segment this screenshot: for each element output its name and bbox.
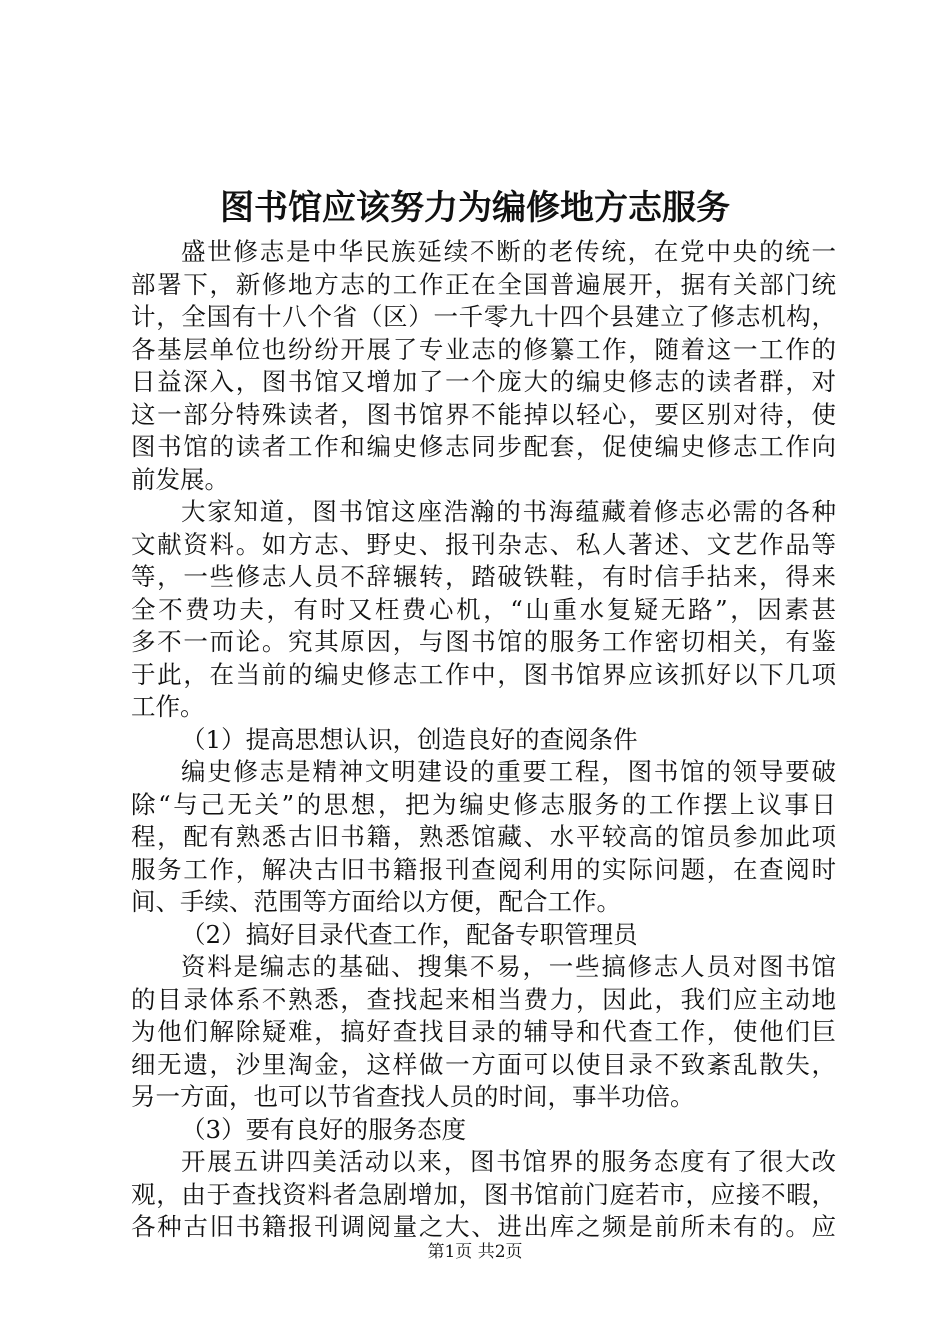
paragraph-line: 部署下，新修地方志的工作正在全国普遍展开，据有关部门统 <box>131 269 836 299</box>
paragraph-line: 服务工作，解决古旧书籍报刊查阅利用的实际问题，在查阅时 <box>131 854 836 884</box>
paragraph-line: 前发展。 <box>131 464 229 494</box>
paragraph-line: 细无遗，沙里淘金，这样做一方面可以使目录不致紊乱散失， <box>131 1049 836 1079</box>
paragraph-line: 另一方面，也可以节省查找人员的时间，事半功倍。 <box>131 1082 695 1111</box>
paragraph-line: 开展五讲四美活动以来，图书馆界的服务态度有了很大改 <box>181 1147 836 1176</box>
paragraph-line: 资料是编志的基础、搜集不易，一些搞修志人员对图书馆 <box>181 952 836 981</box>
paragraph-line: 这一部分特殊读者，图书馆界不能掉以轻心，要区别对待，使 <box>131 399 836 429</box>
paragraph-line: 文献资料。如方志、野史、报刊杂志、私人著述、文艺作品等 <box>131 529 836 559</box>
paragraph-line: 各基层单位也纷纷开展了专业志的修纂工作，随着这一工作的 <box>131 334 836 364</box>
paragraph-line: 各种古旧书籍报刊调阅量之大、进出库之频是前所未有的。应 <box>131 1212 836 1241</box>
paragraph-line: 日益深入，图书馆又增加了一个庞大的编史修志的读者群，对 <box>131 367 836 396</box>
paragraph-line: 大家知道，图书馆这座浩瀚的书海蕴藏着修志必需的各种 <box>181 497 836 526</box>
paragraph-line: 程，配有熟悉古旧书籍，熟悉馆藏、水平较高的馆员参加此项 <box>131 822 836 851</box>
paragraph-line: 编史修志是精神文明建设的重要工程，图书馆的领导要破 <box>181 757 836 786</box>
paragraph-line: 除“与己无关”的思想，把为编史修志服务的工作摆上议事日 <box>131 789 836 819</box>
paragraph-line: 工作。 <box>131 692 205 721</box>
document-body <box>131 236 836 1244</box>
section-heading: （1）提高思想认识，创造良好的查阅条件 <box>181 724 638 754</box>
paragraph-line: 全不费功夫，有时又枉费心机，“山重水复疑无路”，因素甚 <box>131 594 836 624</box>
paragraph-line: 为他们解除疑难，搞好查找目录的辅导和代查工作，使他们巨 <box>131 1017 836 1046</box>
paragraph-line: 盛世修志是中华民族延续不断的老传统，在党中央的统一 <box>181 237 836 266</box>
page-footer: 第1页 共2页 <box>427 1242 523 1262</box>
paragraph-line: 的目录体系不熟悉，查找起来相当费力，因此，我们应主动地 <box>131 984 836 1014</box>
section-heading: （3）要有良好的服务态度 <box>181 1114 467 1144</box>
paragraph-line: 计，全国有十八个省（区）一千零九十四个县建立了修志机构， <box>131 302 836 331</box>
paragraph-line: 观，由于查找资料者急剧增加，图书馆前门庭若市，应接不暇， <box>131 1179 836 1209</box>
document-title: 图书馆应该努力为编修地方志服务 <box>220 188 730 228</box>
paragraph-line: 间、手续、范围等方面给以方便，配合工作。 <box>131 887 621 916</box>
paragraph-line: 等，一些修志人员不辞辗转，踏破铁鞋，有时信手拈来，得来 <box>131 562 836 591</box>
paragraph-line: 多不一而论。究其原因，与图书馆的服务工作密切相关，有鉴 <box>131 627 836 656</box>
section-heading: （2）搞好目录代查工作，配备专职管理员 <box>181 919 638 949</box>
paragraph-line: 于此，在当前的编史修志工作中，图书馆界应该抓好以下几项 <box>131 659 836 689</box>
paragraph-line: 图书馆的读者工作和编史修志同步配套，促使编史修志工作向 <box>131 432 836 461</box>
